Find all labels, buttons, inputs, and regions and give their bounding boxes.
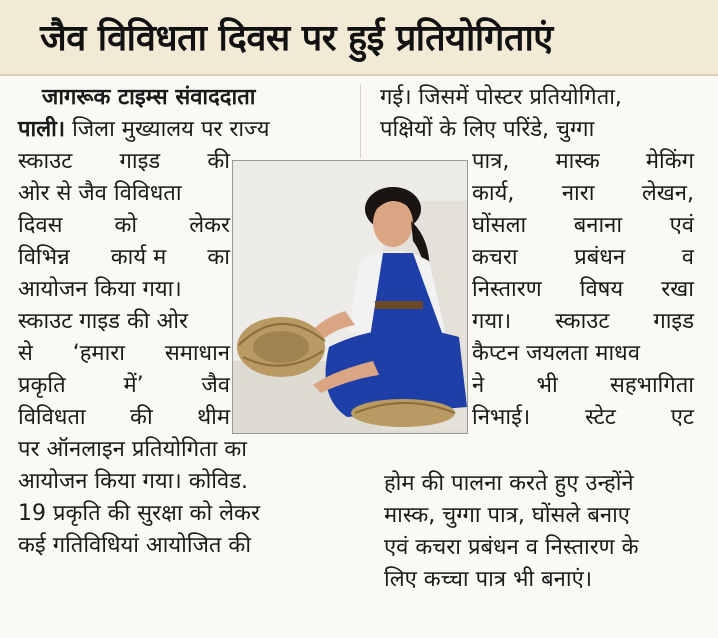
word: पात्र, <box>472 149 510 174</box>
word: स्काउट <box>18 149 73 174</box>
word: ने <box>472 373 485 398</box>
right-bottom-line: एवं कचरा प्रबंधन व निस्तारण के <box>384 535 639 560</box>
byline: जागरूक टाइम्स संवाददाता <box>42 85 256 110</box>
right-short-line <box>472 338 694 370</box>
word: कार्य म <box>110 245 167 270</box>
right-short-line <box>472 178 694 210</box>
right-top-line: गई। जिसमें पोस्टर प्रतियोगिता, <box>380 85 622 110</box>
photo-woman-with-nests-icon <box>233 161 467 433</box>
word: स्काउट गाइड की ओर <box>18 309 189 334</box>
word: गाइड <box>653 309 694 334</box>
left-short-line <box>18 370 230 402</box>
right-short-line <box>472 146 694 178</box>
word: का <box>207 245 230 270</box>
word: सहभागिता <box>609 373 694 398</box>
left-full-line: आयोजन किया गया। कोविड. <box>18 469 248 494</box>
word: कचरा <box>472 245 518 270</box>
left-short-line <box>18 146 230 178</box>
word: स्काउट <box>555 309 610 334</box>
word: नारा <box>561 181 595 206</box>
word: बनाना <box>573 213 623 238</box>
word: विषय <box>579 277 624 302</box>
word: में’ <box>123 373 144 398</box>
word: घोंसला <box>472 213 527 238</box>
word: एट <box>670 405 694 430</box>
word: की <box>130 405 153 430</box>
word: मेकिंग <box>645 149 694 174</box>
right-top-line: पक्षियों के लिए परिंडे, चुग्गा <box>380 117 595 142</box>
column-divider <box>360 84 361 158</box>
word: मास्क <box>555 149 600 174</box>
word: प्रबंधन <box>574 245 626 270</box>
word: लेकर <box>189 213 230 238</box>
right-short-line <box>472 370 694 402</box>
left-short-line <box>18 242 230 274</box>
word: थीम <box>197 405 230 430</box>
dateline: पाली। <box>18 117 66 142</box>
word: गाइड <box>119 149 161 174</box>
word: गया। <box>472 309 512 334</box>
left-short-line <box>18 210 230 242</box>
headline-title: जैव विविधता दिवस पर हुई प्रतियोगिताएं <box>40 18 553 59</box>
word: रखा <box>661 277 694 302</box>
right-bottom-line: लिए कच्चा पात्र भी बनाएं। <box>384 567 593 592</box>
word: ‘हमारा <box>72 341 125 366</box>
left-line-1 <box>18 114 338 146</box>
word: से <box>18 341 33 366</box>
left-line-1-text: जिला मुख्यालय पर राज्य <box>72 117 270 142</box>
right-short-line <box>472 242 694 274</box>
word: को <box>114 213 138 238</box>
left-short-line <box>18 306 230 338</box>
word: विभिन्न <box>18 245 70 270</box>
word: स्टेट <box>585 405 616 430</box>
word: जैव <box>201 373 230 398</box>
word: कार्य, <box>472 181 515 206</box>
word: लेखन, <box>641 181 694 206</box>
right-bottom-line: होम की पालना करते हुए उन्होंने <box>384 471 634 496</box>
right-bottom-line: मास्क, चुग्गा पात्र, घोंसले बनाए <box>384 503 630 528</box>
word: निस्तारण <box>472 277 542 302</box>
word: विविधता <box>18 405 86 430</box>
right-short-line <box>472 274 694 306</box>
left-short-line <box>18 274 230 306</box>
left-full-line: पर ऑनलाइन प्रतियोगिता का <box>18 437 247 462</box>
left-short-line <box>18 178 230 210</box>
right-short-line <box>472 210 694 242</box>
word: भी <box>536 373 558 398</box>
left-short-line <box>18 402 230 434</box>
right-short-line <box>472 402 694 434</box>
left-full-line: 19 प्रकृति की सुरक्षा को लेकर <box>18 501 260 526</box>
word: की <box>207 149 230 174</box>
word: दिवस <box>18 213 63 238</box>
article-photo <box>232 160 468 434</box>
left-short-line <box>18 338 230 370</box>
word: ओर से जैव विविधता <box>18 181 182 206</box>
word: प्रकृति <box>18 373 66 398</box>
word: समाधान <box>164 341 230 366</box>
headline-banner <box>0 0 718 76</box>
word: एवं <box>669 213 694 238</box>
right-short-line <box>472 306 694 338</box>
left-full-line: कई गतिविधियां आयोजित की <box>18 533 252 558</box>
word: व <box>681 245 694 270</box>
word: कैप्टन जयलता माधव <box>472 341 640 366</box>
word: आयोजन किया गया। <box>18 277 182 302</box>
word: निभाई। <box>472 405 531 430</box>
